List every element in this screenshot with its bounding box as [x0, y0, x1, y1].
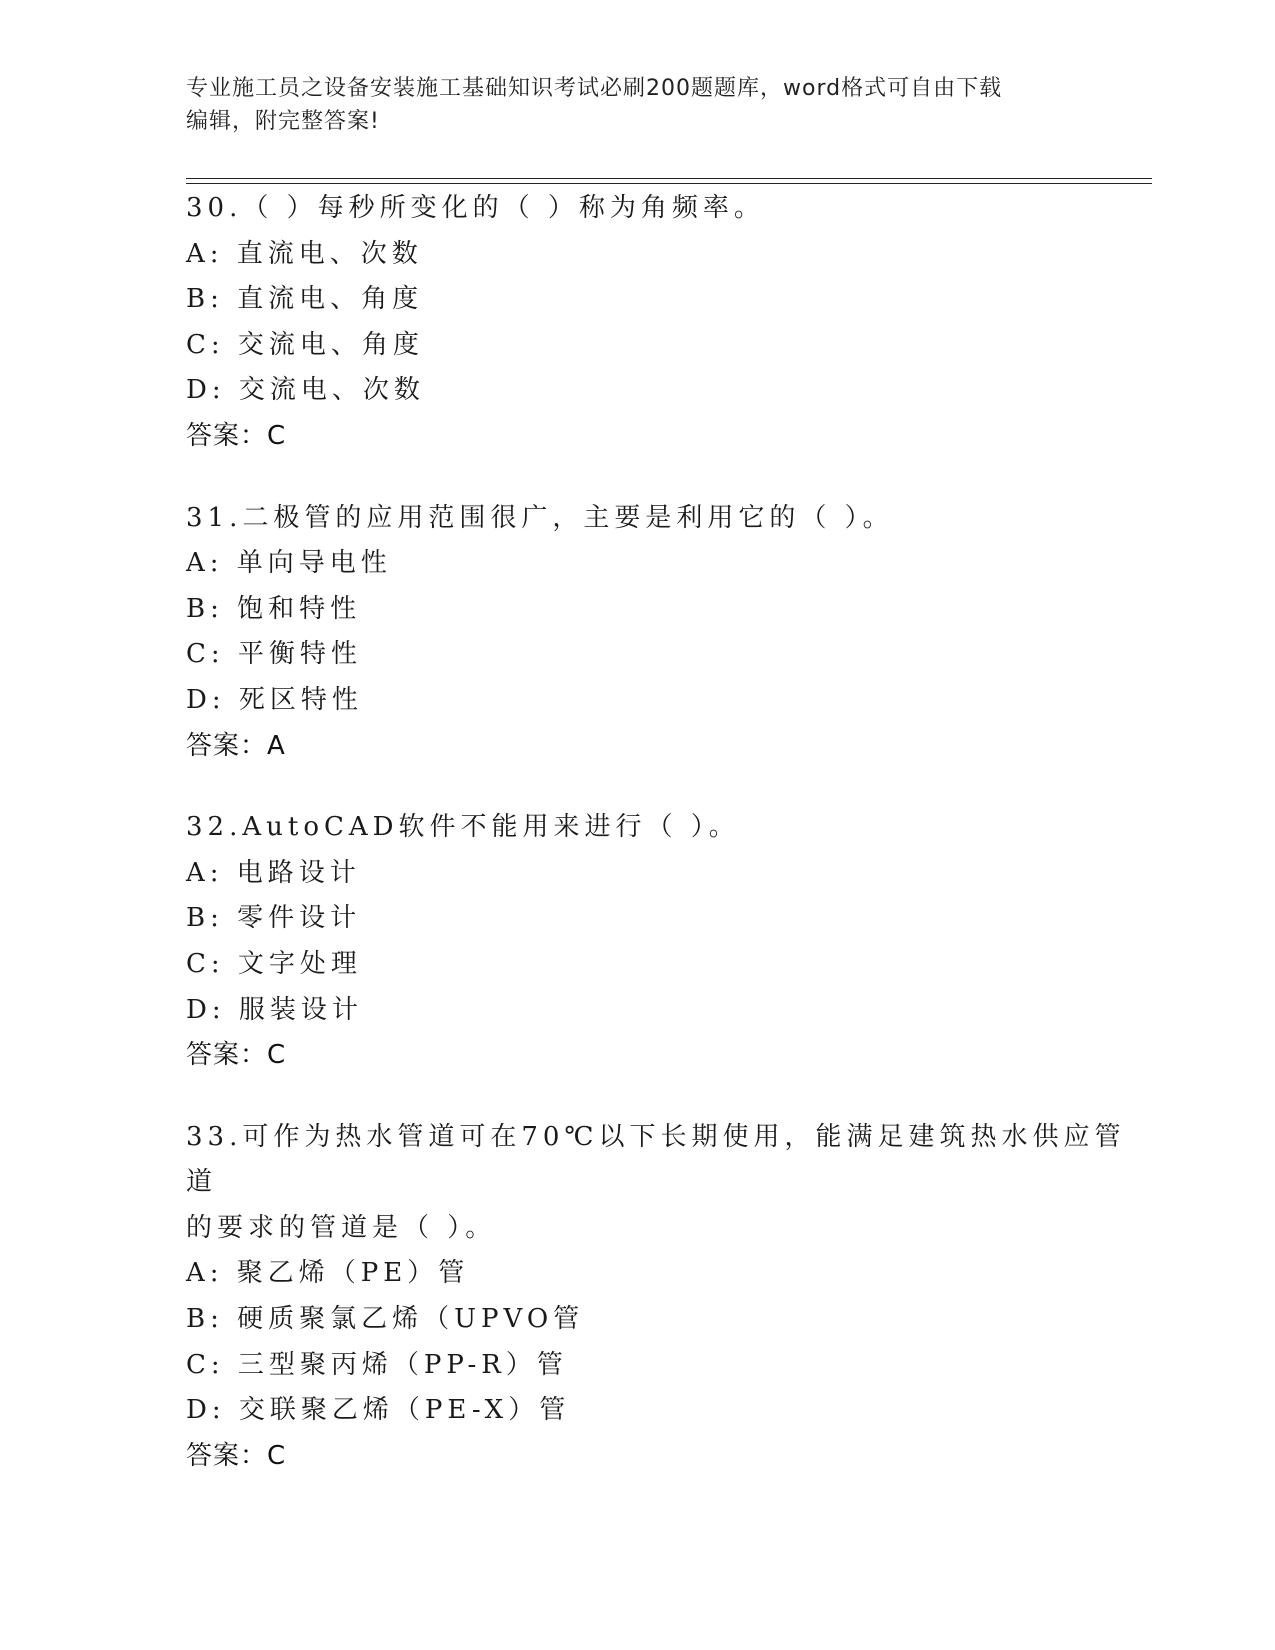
- question-stem-continued: 的要求的管道是（ ）。: [186, 1212, 497, 1243]
- answer-line: 答案：C: [186, 420, 287, 451]
- option-a: A: 直流电、次数: [186, 238, 423, 269]
- option-b: B: 直流电、角度: [186, 284, 424, 315]
- header-line-1: 专业施工员之设备安装施工基础知识考试必刷200题题库，word格式可自由下载: [186, 76, 1003, 101]
- option-a: A: 聚乙烯（PE）管: [186, 1258, 470, 1289]
- option-d: D: 交流电、次数: [186, 375, 425, 406]
- answer-line: 答案：C: [186, 1040, 287, 1071]
- header-divider-bottom: [186, 183, 1152, 184]
- option-a: A: 单向导电性: [186, 548, 392, 579]
- question-stem: 31.二极管的应用范围很广，主要是利用它的（ ）。: [186, 502, 894, 533]
- header-divider-top: [186, 178, 1152, 179]
- answer-line: 答案：C: [186, 1440, 287, 1471]
- option-b: B: 零件设计: [186, 903, 362, 934]
- option-d: D: 交联聚乙烯（PE-X）管: [186, 1395, 571, 1426]
- option-d: D: 死区特性: [186, 684, 363, 715]
- answer-line: 答案：A: [186, 730, 286, 761]
- option-d: D: 服装设计: [186, 994, 363, 1025]
- option-b: B: 饱和特性: [186, 593, 362, 624]
- option-c: C: 三型聚丙烯（PP-R）管: [186, 1349, 568, 1380]
- header-line-2: 编辑，附完整答案!: [186, 109, 380, 134]
- document-header: [186, 72, 1086, 138]
- question-31: [186, 496, 1152, 770]
- question-32: [186, 805, 1152, 1079]
- option-c: C: 文字处理: [186, 948, 362, 979]
- question-stem: 32.AutoCAD软件不能用来进行（ ）。: [186, 812, 740, 843]
- option-a: A: 电路设计: [186, 857, 361, 888]
- question-30: [186, 186, 1152, 460]
- option-b: B: 硬质聚氯乙烯（UPVO管: [186, 1304, 585, 1335]
- question-33: [186, 1115, 1152, 1480]
- question-list: [186, 186, 1152, 1515]
- question-stem: 30.（ ）每秒所变化的（ ）称为角频率。: [186, 193, 765, 223]
- question-stem: 33.可作为热水管道可在70℃以下长期使用，能满足建筑热水供应管道: [186, 1121, 1126, 1198]
- option-c: C: 交流电、角度: [186, 329, 424, 360]
- option-c: C: 平衡特性: [186, 639, 362, 670]
